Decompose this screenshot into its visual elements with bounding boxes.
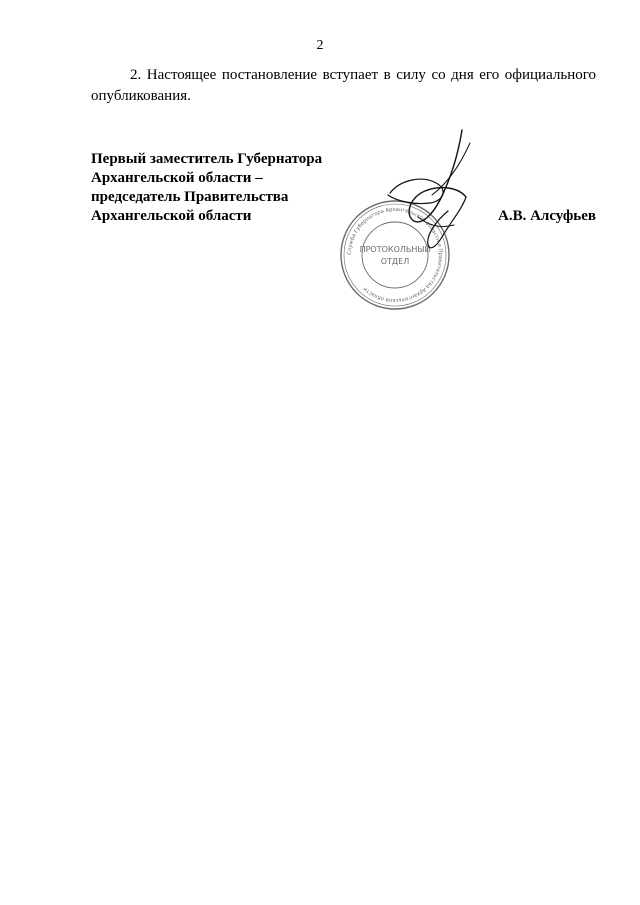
stamp-inner-text: ПРОТОКОЛЬНЫЙ <box>359 245 431 254</box>
signature-mark <box>370 125 480 255</box>
signatory-title <box>91 150 351 226</box>
paragraph-effective-date: 2. Настоящее постановление вступает в силу со дня его официального опубликования. <box>91 67 596 104</box>
signatory-name: А.В. Алсуфьев <box>498 208 596 224</box>
signatory-title-line: Первый заместитель Губернатора <box>91 151 323 167</box>
signatory-title-line: Архангельской области <box>91 208 252 224</box>
signatory-title-line: председатель Правительства <box>91 189 289 205</box>
signatory-title-line: Архангельской области – <box>91 170 263 186</box>
page-number: 2 <box>316 38 324 53</box>
stamp-ring-text: Служба Губернатора Архангельской области и Правительства Архангельской области <box>346 206 444 304</box>
stamp-inner-text: ОТДЕЛ <box>380 257 410 266</box>
